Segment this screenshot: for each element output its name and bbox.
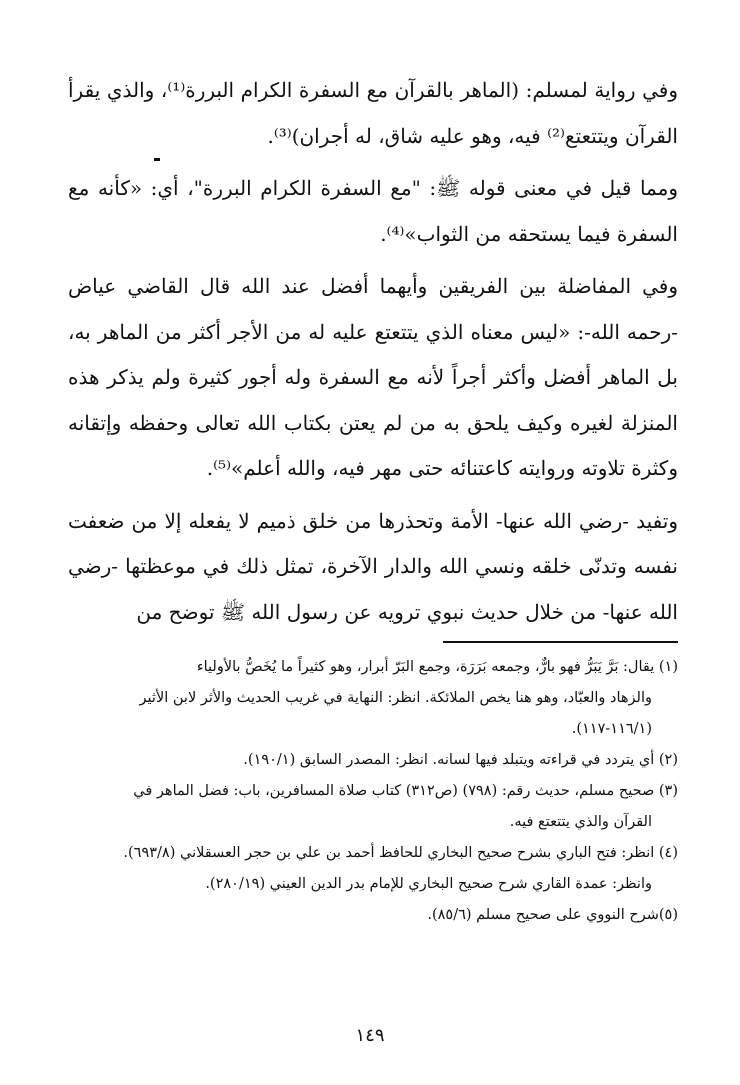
paragraph-4: وتفيد -رضي الله عنها- الأمة وتحذرها من خلق ذميم لا يفعله إلا من ضعفت نفسه وتدنّى خلقه ونسي الله والدار الآخرة، تمثل ذلك في موعظتها -رضي الله عنها- من خلال حديث نبوي ترويه عن رسول الله ﷺ توضح من [68, 508, 678, 624]
footnote-3-line-1: (٣) صحيح مسلم، حديث رقم: (٧٩٨) (ص٣١٢) كتاب صلاة المسافرين، باب: فضل الماهر في [133, 783, 678, 799]
paragraph-1: وفي رواية لمسلم: (الماهر بالقرآن مع السفرة الكرام البررة⁽¹⁾، والذي يقرأ القرآن ويتتعتع⁽²⁾ فيه، وهو عليه شاق، له أجران)⁽³⁾. [68, 78, 678, 148]
footnote-2: (٢) أي يتردد في قراءته ويتبلد فيها لسانه. انظر: المصدر السابق (١٩٠/١). [243, 752, 678, 768]
footnote-1-line-3: (١١٦/١-١١٧). [571, 721, 652, 737]
footnote-3-line-2: القرآن والذي يتتعتع فيه. [509, 814, 652, 830]
footnote-5: (٥)شرح النووي على صحيح مسلم (٨٥/٦). [427, 907, 678, 923]
main-text [68, 68, 678, 635]
footnote-4-line-2: وانظر: عمدة القاري شرح صحيح البخاري للإمام بدر الدين العيني (٢٨٠/١٩). [205, 876, 652, 892]
paragraph-2: ومما قيل في معنى قوله ﷺ: "مع السفرة الكرام البررة"، أي: «كأنه مع السفرة فيما يستحقه من الثواب»⁽⁴⁾. [68, 176, 678, 246]
footnotes [62, 652, 678, 931]
page-number: ١٤٩ [355, 1025, 385, 1046]
footnote-4-line-1: (٤) انظر: فتح الباري بشرح صحيح البخاري للحافظ أحمد بن علي بن حجر العسقلاني (٦٩٣/٨). [123, 845, 678, 861]
paragraph-3: وفي المفاضلة بين الفريقين وأيهما أفضل عند الله قال القاضي عياض -رحمه الله-: «ليس معناه الذي يتتعتع عليه له من الأجر أكثر من الماهر به، بل الماهر أفضل وأكثر أجراً لأنه مع السفرة وله أجور كثيرة ولم يذكر هذه المنزلة لغيره وكيف يلحق به من لم يعتن بكتاب الله تعالى وحفظه وإتقانه وكثرة تلاوته وروايته كاعتنائه حتى مهر فيه، والله أعلم»⁽⁵⁾. [68, 274, 678, 480]
footnote-separator [443, 641, 678, 643]
footnote-1-line-1: (١) يقال: بَرَّ يَبَرُّ فهو بارٌّ، وجمعه بَرَرَة، وجمع البَرّ أبرار، وهو كثيراً ما يُخَصُّ بالأولياء [196, 659, 678, 675]
footnote-1-line-2: والزهاد والعبّاد، وهو هنا يخص الملائكة. انظر: النهاية في غريب الحديث والأثر لابن الأثير [139, 690, 652, 706]
